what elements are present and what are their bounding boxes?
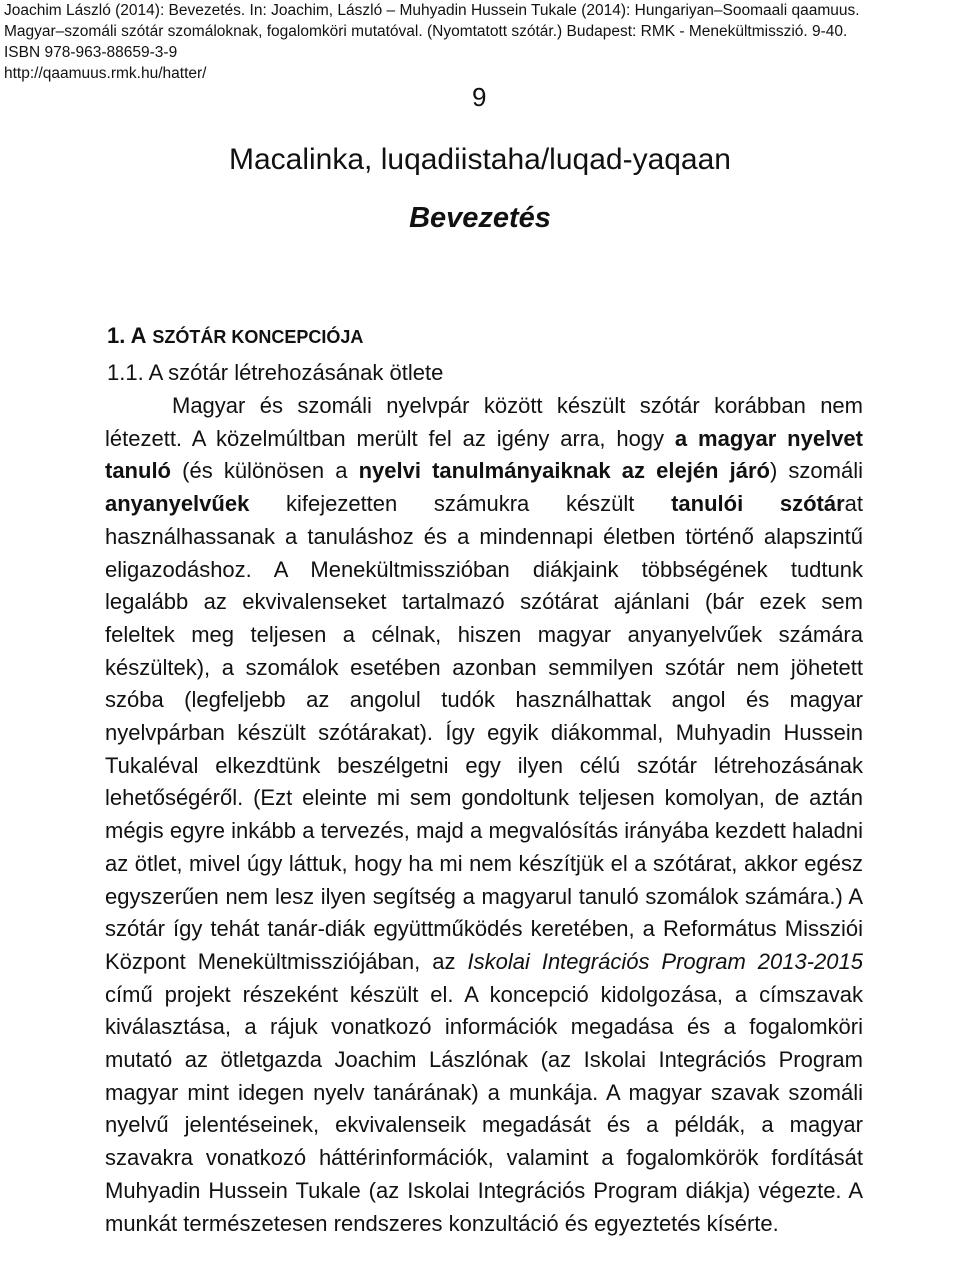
paragraph-italic-text: Iskolai Integrációs Program 2013-2015 — [467, 948, 863, 974]
paragraph-bold-text: anyanyelvűek — [105, 491, 250, 517]
section-title: SZÓTÁR KONCEPCIÓJA — [152, 327, 364, 347]
page-subtitle: Bevezetés — [409, 202, 551, 234]
citation-isbn: ISBN 978-963-88659-3-9 — [4, 44, 178, 61]
paragraph-bold-text: nyelvi tanulmányaiknak az elején járó — [358, 458, 770, 484]
paragraph-text: Magyar és szomáli nyelvpár között készült szótár korábban nem létezett. A közelmúltban merült fel az igény arra, hogy — [105, 393, 863, 451]
paragraph-text: at használhassanak a tanuláshoz és a mindennapi életben történő alapszintű eligazodáshoz. A Menekültmisszióban diákjaink többségének tudtunk legalább az ekvivalenseket tartalmazó szótárat ajánlani (bár ezek sem feleltek meg teljesen a célnak, hiszen magyar anyanyelvűek számára készültek), a szomálok esetében azonban semmilyen szótár nem jöhetett szóba (legfeljebb az angolul tudók használhattak angol és magyar nyelvpárban készült szótárakat). Így egyik diákommal, Muhyadin Hussein Tukaléval elkezdtünk beszélgetni egy ilyen célú szótár létrehozásának lehetőségéről. (Ezt eleinte mi sem gondoltunk teljesen komolyan, de aztán mégis egyre inkább a tervezés, majd a megvalósítás irányába kezdett haladni az ötlet, mivel úgy láttuk, hogy ha mi nem készítjük el a szótárat, akkor egész egyszerűen nem lesz ilyen segítség a magyarul tanuló szomálok számára.) A szótár így tehát tanár-diák együttműködés keretében, a Református Missziói Központ Menekültmissziójában, az — [105, 491, 863, 974]
page-title: Macalinka, luqadiistaha/luqad-yaqaan — [228, 143, 731, 176]
body-paragraph — [105, 390, 863, 1240]
subsection-heading: 1.1. A szótár létrehozásának ötlete — [107, 360, 444, 385]
paragraph-text: ) szomáli — [769, 458, 863, 484]
citation-header — [4, 0, 959, 84]
citation-url[interactable]: http://qaamuus.rmk.hu/hatter/ — [4, 65, 207, 82]
paragraph-bold-text: a magyar nyelvet tanuló — [105, 425, 863, 484]
paragraph-text: (és különösen a — [171, 458, 359, 484]
section-number: 1. A — [107, 323, 147, 348]
page-number: 9 — [472, 82, 487, 112]
paragraph-bold-text: tanulói szótár — [671, 491, 845, 517]
citation-line-1: Joachim László (2014): Bevezetés. In: Joachim, László – Muhyadin Hussein Tukale (2014): Hungariyan–Soomaali qaamuus. — [4, 2, 860, 19]
section-heading — [107, 323, 363, 349]
paragraph-text: című projekt részeként készült el. A koncepció kidolgozása, a címszavak kiválasztása, a rájuk vonatkozó információk megadása és a fogalomköri mutató az ötletgazda Joachim Lászlónak (az Iskolai Integrációs Program magyar mint idegen nyelv tanárának) a munkája. A magyar szavak szomáli nyelvű jelentéseinek, ekvivalenseik megadását és a példák, a magyar szavakra vonatkozó háttérinformációk, valamint a fogalomkörök fordítását Muhyadin Hussein Tukale (az Iskolai Integrációs Program diákja) végezte. A munkát természetesen rendszeres konzultáció és egyeztetés kísérte. — [105, 981, 863, 1236]
citation-line-2: Magyar–szomáli szótár szomáloknak, fogalomköri mutatóval. (Nyomtatott szótár.) Budapest: RMK - Menekültmisszió. 9-40. — [4, 23, 848, 40]
paragraph-text: kifejezetten számukra készült — [249, 491, 672, 517]
